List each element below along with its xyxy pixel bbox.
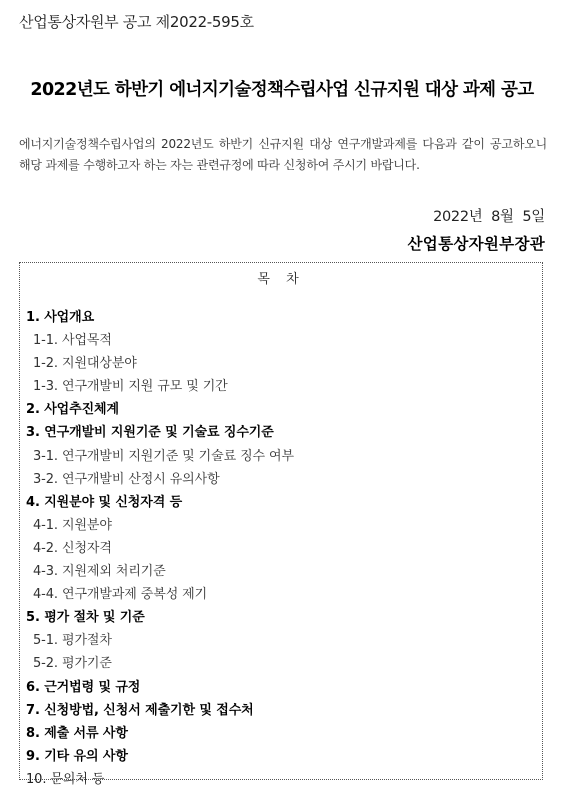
toc-list [26,306,294,791]
document-title: 2022년도 하반기 에너지기술정책수립사업 신규지원 대상 과제 공고 [30,80,534,100]
toc-item: 4-1. 지원분야 [33,517,112,533]
toc-heading: 목 차 [257,272,305,287]
toc-item: 4-2. 신청자격 [33,540,112,556]
toc-item: 1-3. 연구개발비 지원 규모 및 기간 [33,379,228,395]
toc-item: 5. 평가 절차 및 기준 [26,610,145,626]
toc-item: 6. 근거법령 및 규정 [26,679,141,695]
notice-number: 산업통상자원부 공고 제2022-595호 [19,13,254,31]
issuer-name: 산업통상자원부장관 [407,235,545,253]
announcement-date: 2022년 8월 5일 [433,209,545,225]
toc-item: 9. 기타 유의 사항 [26,748,128,764]
toc-item: 10. 문의처 등 [26,771,105,787]
toc-item: 1-2. 지원대상분야 [33,356,137,372]
toc-item: 4-4. 연구개발과제 중복성 제기 [33,587,208,603]
toc-item: 3-2. 연구개발비 산정시 유의사항 [33,471,220,487]
toc-item: 5-2. 평가기준 [33,656,112,672]
toc-item: 3. 연구개발비 지원기준 및 기술료 징수기준 [26,425,274,441]
toc-item: 3-1. 연구개발비 지원기준 및 기술료 징수 여부 [33,448,294,464]
toc-item: 5-1. 평가절차 [33,633,112,649]
toc-item: 4-3. 지원제외 처리기준 [33,564,166,580]
toc-item: 1. 사업개요 [26,310,95,325]
table-of-contents [19,262,543,787]
toc-item: 4. 지원분야 및 신청자격 등 [26,494,183,510]
toc-item: 1-1. 사업목적 [33,333,112,349]
toc-item: 7. 신청방법, 신청서 제출기한 및 접수처 [26,702,254,718]
toc-item: 8. 제출 서류 사항 [26,725,128,741]
intro-paragraph: 에너지기술정책수립사업의 2022년도 하반기 신규지원 대상 연구개발과제를 다음과 같이 공고하오니 해당 과제를 수행하고자 하는 자는 관련규정에 따라 신청하여 주시기 바랍니다. [19,137,547,172]
toc-item: 2. 사업추진체계 [26,402,119,418]
